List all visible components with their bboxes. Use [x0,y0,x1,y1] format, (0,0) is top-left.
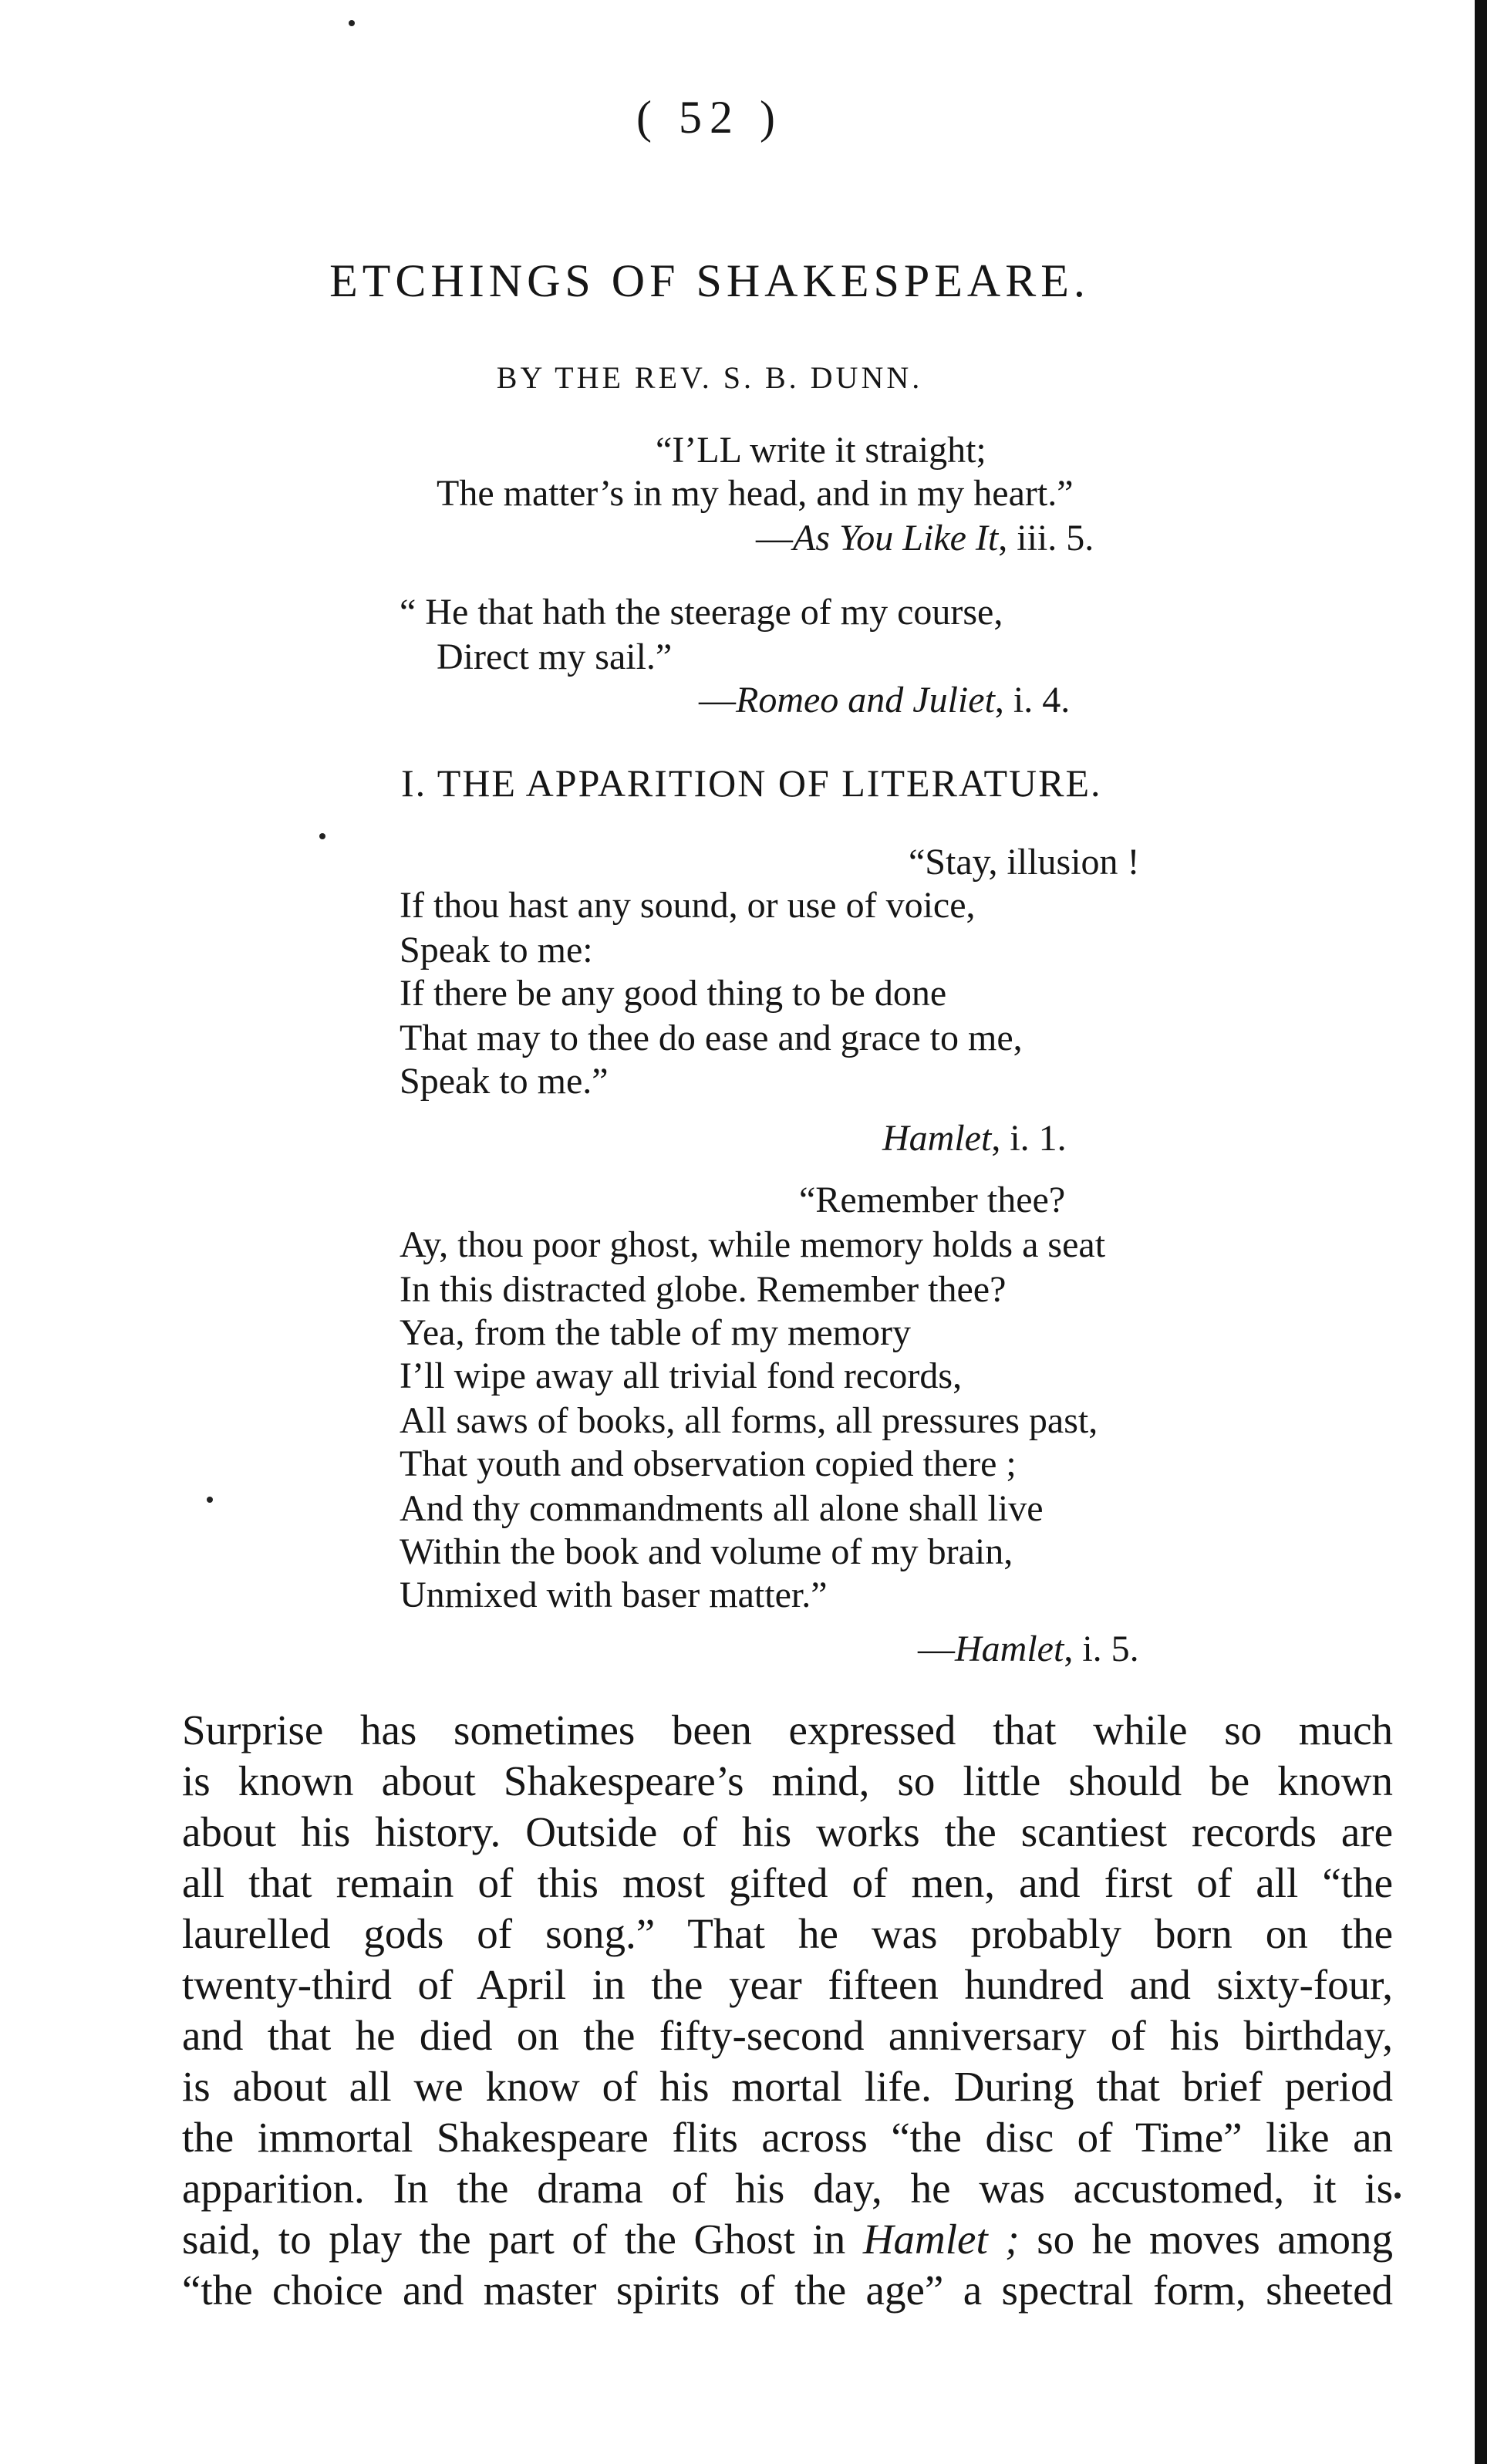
quote-line: And thy commandments all alone shall live [400,1488,1044,1529]
byline: BY THE REV. S. B. DUNN. [496,360,923,395]
quote-line: “Stay, illusion ! [909,842,1140,883]
page-number: ( 52 ) [636,92,783,143]
print-speck [207,1497,213,1503]
body-line: Surprise has sometimes been expressed that while so much [182,1706,1393,1753]
print-speck [349,20,355,26]
body-line: “the choice and master spirits of the age” a spectral form, sheeted [182,2267,1393,2314]
body-line: and that he died on the fifty-second anniversary of his birthday, [182,2012,1393,2059]
body-paragraph [182,1705,1393,2316]
body-line: laurelled gods of song.” That he was probably born on the [182,1910,1393,1957]
quote-line: If there be any good thing to be done [400,973,947,1014]
article-title: ETCHINGS OF SHAKESPEARE. [329,255,1090,306]
body-line: the immortal Shakespeare flits across “the disc of Time” like an [182,2114,1393,2161]
quote-attribution: —Hamlet, i. 5. [918,1629,1139,1669]
quote-line: In this distracted globe. Remember thee? [400,1269,1007,1310]
quote-line: Ay, thou poor ghost, while memory holds a seat [400,1224,1106,1265]
quote-line: Speak to me: [400,930,593,970]
section-heading: I. THE APPARITION OF LITERATURE. [401,761,1102,805]
body-line: is about all we know of his mortal life. During that brief period [182,2063,1393,2110]
epigraph-line: The matter’s in my head, and in my heart.” [437,473,1074,514]
print-speck [1394,2192,1401,2199]
quote-line: All saws of books, all forms, all pressures past, [400,1400,1098,1441]
body-line: all that remain of this most gifted of men, and first of all “the [182,1859,1393,1906]
quote-line: If thou hast any sound, or use of voice, [400,885,976,926]
quote-line: Yea, from the table of my memory [400,1312,911,1353]
quote-line: That may to thee do ease and grace to me, [400,1018,1023,1058]
quote-line: Unmixed with baser matter.” [400,1575,828,1615]
epigraph-line: Direct my sail.” [437,636,673,677]
quote-line: I’ll wipe away all trivial fond records, [400,1355,963,1396]
quote-line: “Remember thee? [799,1180,1066,1220]
epigraph-attribution: —Romeo and Juliet, i. 4. [699,680,1071,721]
body-line: is known about Shakespeare’s mind, so little should be known [182,1757,1393,1804]
quote-attribution: Hamlet, i. 1. [882,1118,1067,1159]
print-speck [319,833,325,839]
page-edge-shadow [1475,0,1487,2464]
epigraph-attribution: —As You Like It, iii. 5. [756,518,1094,559]
body-line: said, to play the part of the Ghost in Hamlet ; so he moves among [182,2216,1393,2263]
body-line: apparition. In the drama of his day, he was accustomed, it is [182,2165,1393,2212]
epigraph-line: “I’LL write it straight; [656,430,986,471]
body-line: about his history. Outside of his works the scantiest records are [182,1808,1393,1855]
quote-line: That youth and observation copied there ; [400,1443,1017,1484]
quote-line: Speak to me.” [400,1061,609,1102]
epigraph-line: “ He that hath the steerage of my course, [400,592,1003,633]
body-line: twenty-third of April in the year fifteen hundred and sixty-four, [182,1961,1393,2008]
quote-line: Within the book and volume of my brain, [400,1531,1013,1572]
